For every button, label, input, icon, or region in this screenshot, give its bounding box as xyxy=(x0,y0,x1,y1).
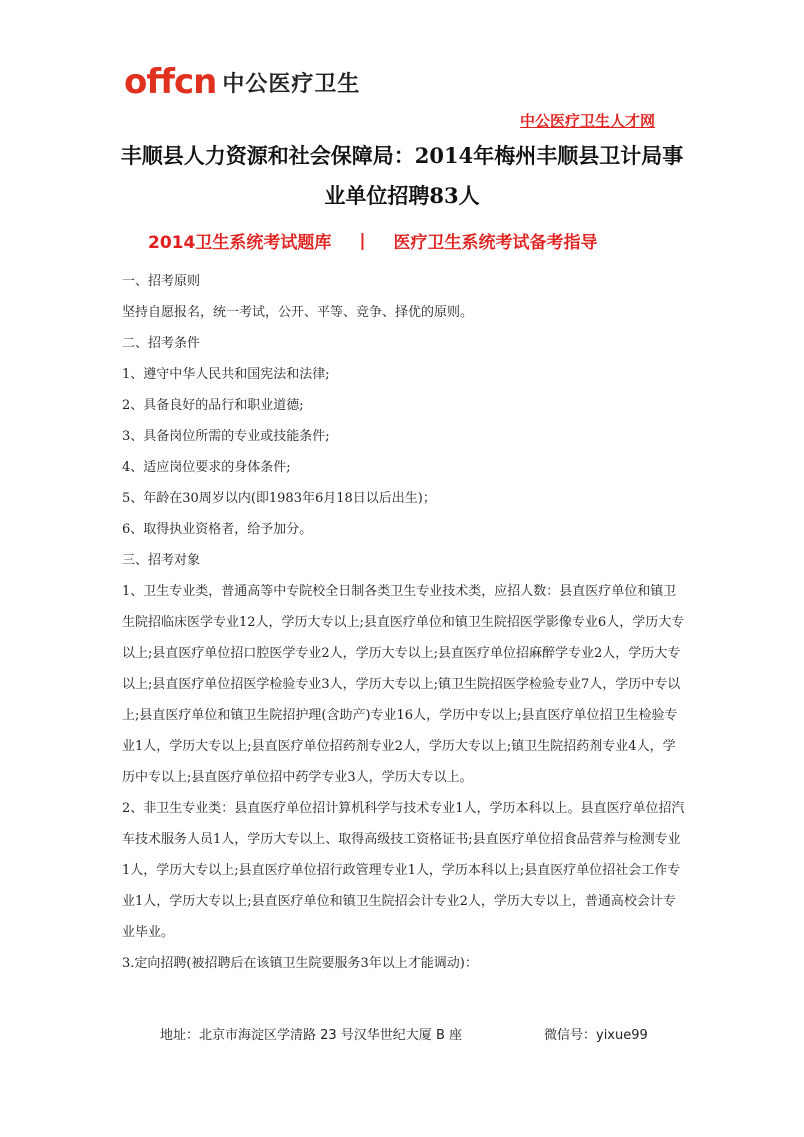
exam-guide-link[interactable]: 医疗卫生系统考试备考指导 xyxy=(393,233,598,253)
promo-links xyxy=(148,228,658,253)
paragraph: 2、非卫生专业类：县直医疗单位招计算机科学与技术专业1人，学历本科以上。县直医疗单位招汽车技术服务人员1人，学历大专以上、取得高级技工资格证书;县直医疗单位招食品营养与检测专业1人，学历大专以上;县直医疗单位招行政管理专业1人，学历本科以上;县直医疗单位招社会工作专业1人，学历大专以上;县直医疗单位和镇卫生院招会计专业2人，学历大专以上，普通高校会计专业毕业。 xyxy=(122,801,685,940)
footer xyxy=(160,1024,660,1043)
article-body xyxy=(122,266,688,979)
footer-wechat: 微信号：yixue99 xyxy=(544,1028,648,1043)
paragraph: 1、卫生专业类，普通高等中专院校全日制各类卫生专业技术类，应招人数：县直医疗单位和镇卫生院招临床医学专业12人，学历大专以上;县直医疗单位和镇卫生院招医学影像专业6人，学历大专以上;县直医疗单位招口腔医学专业2人，学历大专以上;县直医疗单位招麻醉学专业2人，学历大专以上;县直医疗单位招医学检验专业3人，学历大专以上;镇卫生院招医学检验专业7人，学历中专以上;县直医疗单位和镇卫生院招护理(含助产)专业16人，学历中专以上;县直医疗单位招卫生检验专业1人，学历大专以上;县直医疗单位招药剂专业2人，学历大专以上;镇卫生院招药剂专业4人，学历中专以上;县直医疗单位招中药学专业3人，学历大专以上。 xyxy=(122,584,685,785)
offcn-logo xyxy=(124,62,360,102)
list-item: 5、年龄在30周岁以内(即1983年6月18日以后出生)； xyxy=(122,491,436,506)
section-heading: 三、招考对象 xyxy=(122,553,201,568)
list-item: 1、遵守中华人民共和国宪法和法律; xyxy=(122,367,330,382)
list-item: 2、具备良好的品行和职业道德; xyxy=(122,398,304,413)
logo-mark xyxy=(124,62,216,102)
footer-address: 地址：北京市海淀区学清路 23 号汉华世纪大厦 B 座 xyxy=(160,1028,462,1043)
site-link[interactable]: 中公医疗卫生人才网 xyxy=(520,112,656,130)
page-title-line-2: 业单位招聘83人 xyxy=(324,183,480,208)
list-item: 4、适应岗位要求的身体条件; xyxy=(122,460,291,475)
list-item: 6、取得执业资格者，给予加分。 xyxy=(122,522,313,537)
logo-mark-text: offcn xyxy=(124,62,217,102)
list-item: 3、具备岗位所需的专业或技能条件; xyxy=(122,429,330,444)
paragraph: 坚持自愿报名，统一考试，公开、平等、竞争、择优的原则。 xyxy=(122,305,474,320)
logo-text: 中公医疗卫生 xyxy=(222,71,361,97)
section-heading: 二、招考条件 xyxy=(122,336,201,351)
paragraph: 3.定向招聘(被招聘后在该镇卫生院要服务3年以上才能调动)： xyxy=(122,956,478,971)
page-title-line-1: 丰顺县人力资源和社会保障局：2014年梅州丰顺县卫计局事 xyxy=(120,143,684,168)
section-heading: 一、招考原则 xyxy=(122,274,201,289)
link-separator: | xyxy=(359,230,366,251)
exam-bank-link[interactable]: 2014卫生系统考试题库 xyxy=(148,233,332,253)
